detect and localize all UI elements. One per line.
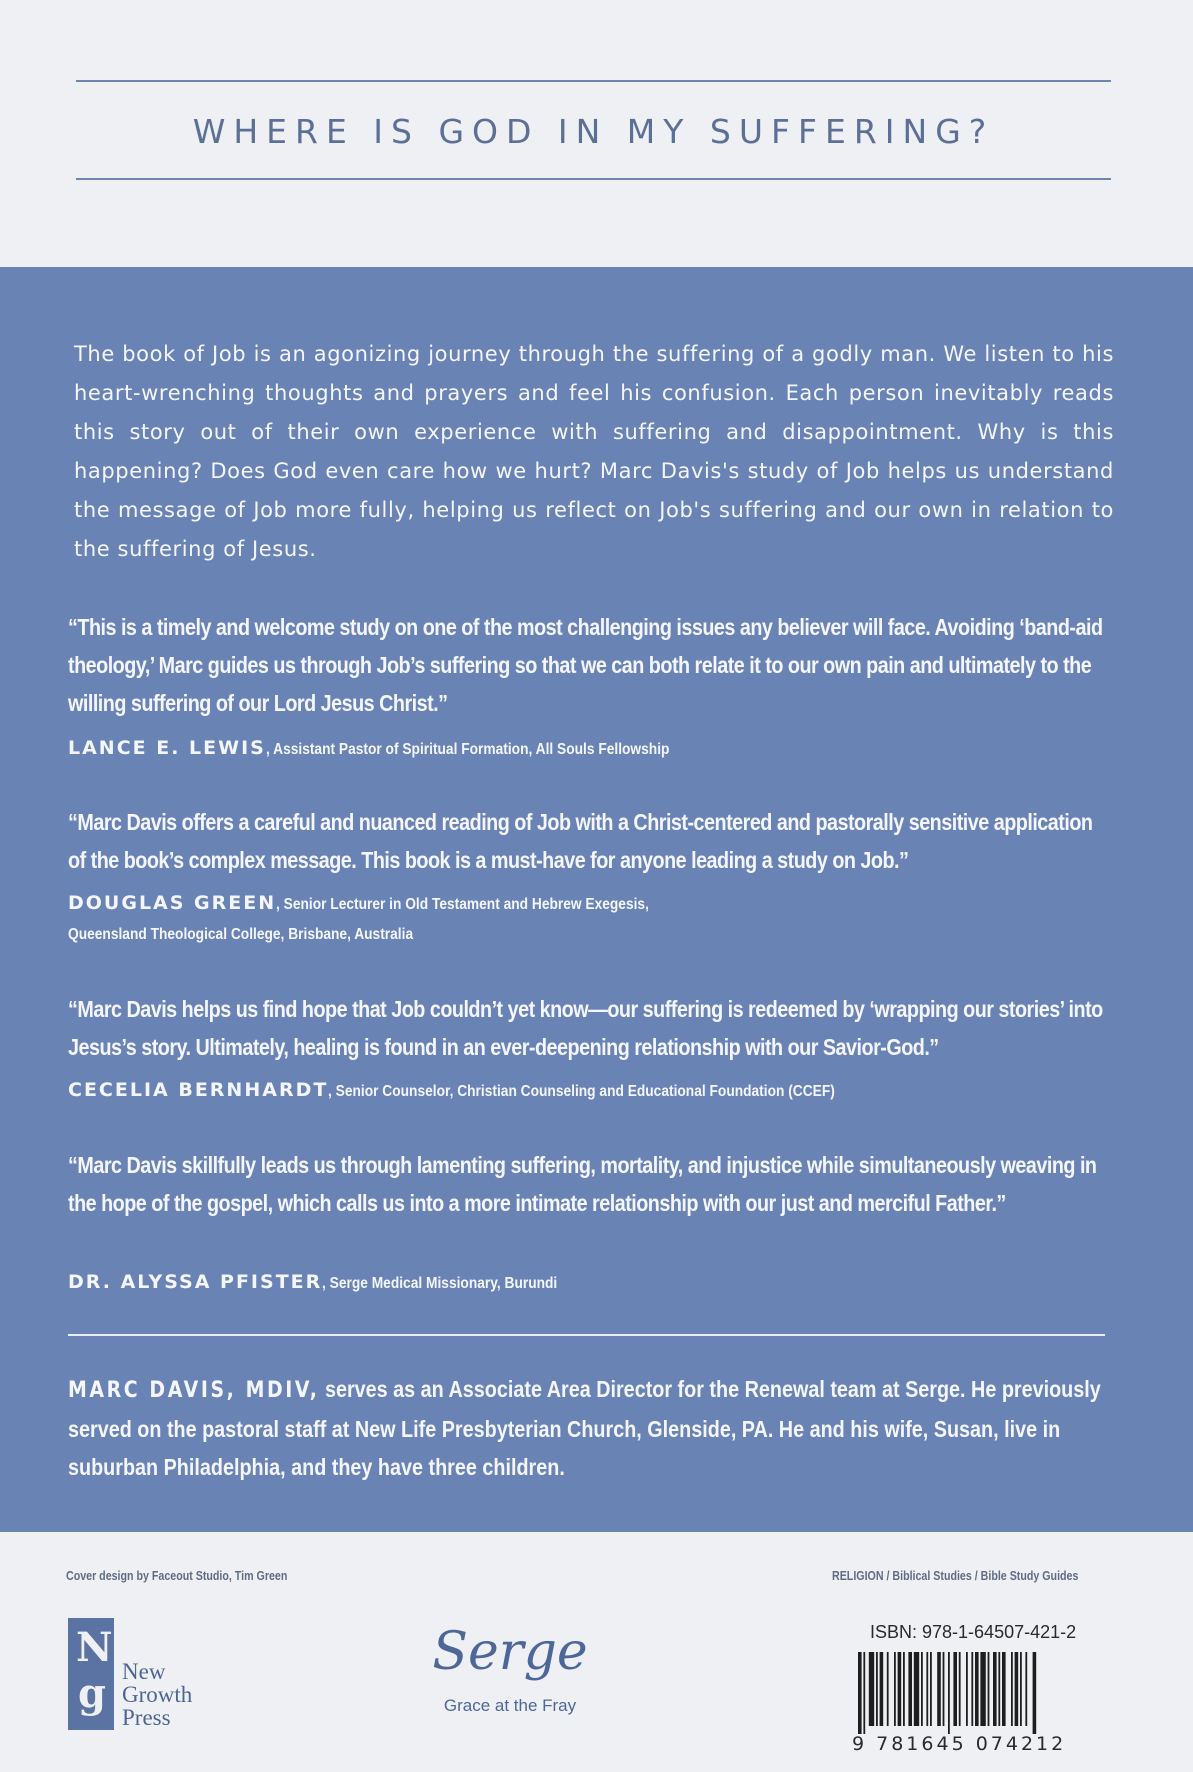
category-label: RELIGION / Biblical Studies / Bible Study Guides: [832, 1568, 1079, 1583]
new-growth-press-logo: [68, 1618, 248, 1738]
cover-credit: Cover design by Faceout Studio, Tim Green: [66, 1568, 288, 1583]
serge-logo: [420, 1620, 600, 1716]
author-bio-text: serves as an Associate Area Director for the Renewal team at Serge. He previously served on the pastoral staff at New Life Presbyterian Church, Glenside, PA. He and his wife, Susan, live in suburban Philadelphia, and they have three children.: [68, 1376, 1101, 1480]
barcode-icon: [858, 1652, 1098, 1734]
endorsement-attribution-2: [68, 889, 710, 949]
isbn: ISBN: 978-1-64507-421-2: [870, 1622, 1077, 1642]
endorser-title: , Senior Lecturer in Old Testament and Hebrew Exegesis,: [276, 896, 650, 913]
endorser-title: , Senior Counselor, Christian Counseling and Educational Foundation (CCEF): [328, 1083, 836, 1100]
endorser-title: , Serge Medical Missionary, Burundi: [322, 1275, 558, 1292]
book-description: The book of Job is an agonizing journey through the suffering of a godly man. We listen to his heart-wrenching thoughts and prayers and feel his confusion. Each person inevitably reads this story out of their own experience with suffering and disappointment. Why is this happening? Does God even care how we hurt? Marc Davis's study of Job helps us understand the message of Job more fully, helping us reflect on Job's suffering and our own in relation to the suffering of Jesus.: [74, 342, 1114, 561]
top-divider: [76, 80, 1111, 82]
serge-tagline: Grace at the Fray: [443, 1696, 577, 1715]
endorser-name: DOUGLAS GREEN: [68, 892, 277, 914]
bio-divider: [68, 1334, 1105, 1336]
author-bio: [68, 1370, 1126, 1486]
endorsement-quote-3: “Marc Davis helps us find hope that Job couldn’t yet know—our suffering is redeemed by ‘wrapping our stories’ into Jesus’s story. Ultimately, healing is found in an ever-deepening relationship with our Savior-God.”: [68, 996, 1103, 1060]
barcode-number: 9 781645 074212: [852, 1733, 1067, 1755]
publisher-mark-icon: N g: [68, 1618, 114, 1730]
endorsement-attribution-1: [68, 734, 735, 764]
endorser-name: DR. ALYSSA PFISTER: [68, 1271, 323, 1293]
endorser-title-line2: Queensland Theological College, Brisbane, Australia: [68, 926, 414, 943]
author-name: MARC DAVIS, MDIV,: [68, 1378, 320, 1403]
endorser-name: LANCE E. LEWIS: [68, 737, 266, 759]
headline-divider: [76, 178, 1111, 180]
serge-wordmark: Serge: [432, 1622, 588, 1682]
endorser-title: , Assistant Pastor of Spiritual Formation, All Souls Fellowship: [265, 741, 670, 758]
headline: WHERE IS GOD IN MY SUFFERING?: [192, 112, 995, 151]
endorsement-quote-4: “Marc Davis skillfully leads us through lamenting suffering, mortality, and injustice while simultaneously weaving in the hope of the gospel, which calls us into a more intimate relationship with our just and merciful Father.”: [68, 1152, 1097, 1216]
endorsement-quote-1: “This is a timely and welcome study on one of the most challenging issues any believer will face. Avoiding ‘band-aid theology,’ Marc guides us through Job’s suffering so that we can both relate it to our own pain and ultimately to the willing suffering of our Lord Jesus Christ.”: [68, 614, 1103, 716]
endorser-name: CECELIA BERNHARDT: [68, 1079, 329, 1101]
endorsement-attribution-4: [68, 1268, 596, 1298]
endorsement-quote-2: “Marc Davis offers a careful and nuanced reading of Job with a Christ-centered and pastorally sensitive application of the book’s complex message. This book is a must-have for anyone leading a study on Job.”: [68, 809, 1093, 873]
publisher-name: New Growth Press: [122, 1659, 193, 1730]
endorsement-attribution-3: [68, 1076, 918, 1106]
